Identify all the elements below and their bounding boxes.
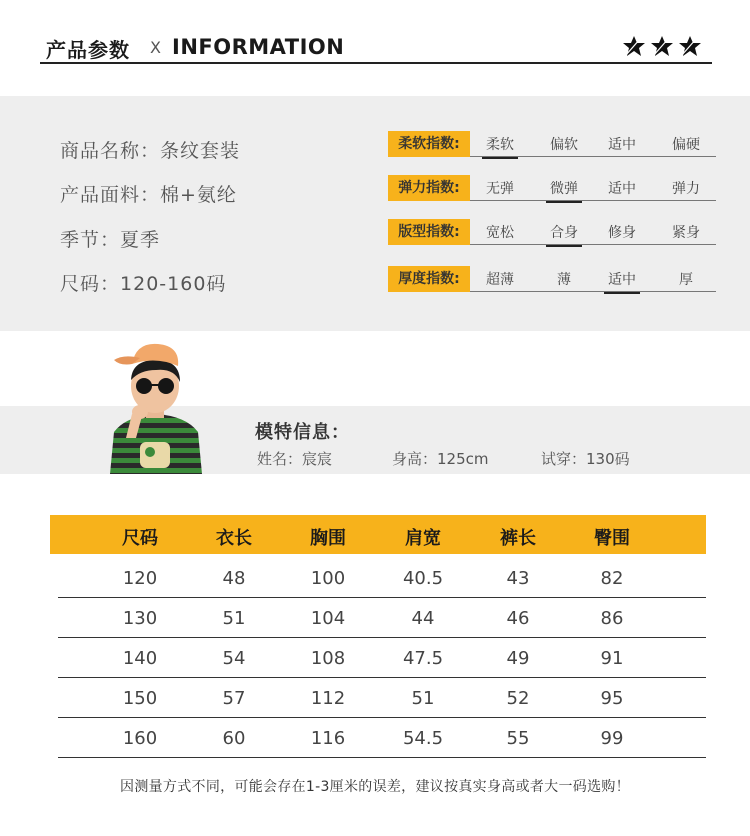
- model-trial-size: 试穿：130码: [541, 450, 630, 468]
- table-cell: 112: [310, 688, 346, 709]
- table-cell: 116: [310, 728, 346, 749]
- table-cell: 91: [600, 648, 624, 669]
- header-rule: [40, 62, 712, 64]
- product-value: 棉+氨纶: [160, 184, 237, 206]
- product-row-fabric: [60, 180, 237, 207]
- table-cell: 46: [506, 608, 530, 629]
- table-cell: 54: [222, 648, 246, 669]
- column-header: 衣长: [216, 528, 252, 549]
- table-cell: 130: [122, 608, 158, 629]
- product-row-size: [60, 269, 226, 296]
- model-height: 身高：125cm: [392, 450, 489, 468]
- scale-label: 版型指数:: [388, 219, 470, 245]
- table-cell: 160: [122, 728, 158, 749]
- table-row: [50, 718, 706, 758]
- table-cell: 99: [600, 728, 624, 749]
- header-title-cn: 产品参数: [46, 38, 130, 62]
- table-cell: 140: [122, 648, 158, 669]
- scale-option: 适中: [592, 269, 652, 289]
- table-row: [50, 638, 706, 678]
- product-row-name: [60, 136, 240, 163]
- product-label: 尺码：: [60, 273, 121, 295]
- table-cell: 57: [222, 688, 246, 709]
- scale-baseline: [470, 156, 716, 157]
- column-header: 尺码: [122, 528, 158, 549]
- table-row: [50, 678, 706, 718]
- table-cell: 47.5: [402, 648, 444, 669]
- scale-option: 紧身: [672, 225, 700, 241]
- table-cell: 95: [600, 688, 624, 709]
- table-cell: 55: [506, 728, 530, 749]
- scale-baseline: [470, 244, 716, 245]
- product-label: 产品面料：: [60, 184, 161, 206]
- column-header: 胸围: [310, 528, 346, 549]
- table-cell: 51: [411, 688, 435, 709]
- header-title-en: INFORMATION: [172, 35, 345, 59]
- table-cell: 40.5: [402, 568, 444, 589]
- table-cell: 44: [411, 608, 435, 629]
- table-cell: 48: [222, 568, 246, 589]
- table-row: [50, 598, 706, 638]
- column-header: 臀围: [594, 528, 630, 549]
- table-cell: 104: [310, 608, 346, 629]
- scale-option: 合身: [534, 222, 594, 242]
- table-cell: 60: [222, 728, 246, 749]
- scale-option: 薄: [557, 272, 571, 288]
- header-separator: X: [150, 38, 161, 57]
- table-cell: 100: [310, 568, 346, 589]
- table-cell: 54.5: [402, 728, 444, 749]
- table-cell: 52: [506, 688, 530, 709]
- table-cell: 51: [222, 608, 246, 629]
- scale-option: 无弹: [486, 181, 514, 197]
- scale-option: 偏硬: [672, 137, 700, 153]
- table-cell: 82: [600, 568, 624, 589]
- measurement-note: 因测量方式不同，可能会存在1-3厘米的误差，建议按真实身高或者大一码选购！: [120, 779, 630, 795]
- scale-label: 弹力指数:: [388, 175, 470, 201]
- scale-option: 超薄: [486, 272, 514, 288]
- product-label: 商品名称：: [60, 140, 161, 162]
- scale-option: 弹力: [672, 181, 700, 197]
- row-divider: [58, 757, 706, 758]
- fit-scale: [388, 219, 716, 245]
- table-cell: 49: [506, 648, 530, 669]
- elasticity-scale: [388, 175, 716, 201]
- size-table-header: [50, 515, 706, 554]
- scale-option: 厚: [679, 272, 693, 288]
- product-row-season: [60, 225, 160, 252]
- thickness-scale: [388, 266, 716, 292]
- scale-option: 宽松: [486, 225, 514, 241]
- table-cell: 86: [600, 608, 624, 629]
- scale-label: 柔软指数:: [388, 131, 470, 157]
- product-label: 季节：: [60, 229, 121, 251]
- table-cell: 108: [310, 648, 346, 669]
- table-row: [50, 558, 706, 598]
- table-cell: 120: [122, 568, 158, 589]
- scale-option: 适中: [608, 181, 636, 197]
- model-name: 姓名：宸宸: [257, 450, 333, 468]
- table-cell: 150: [122, 688, 158, 709]
- scale-option: 偏软: [550, 137, 578, 153]
- scale-label: 厚度指数:: [388, 266, 470, 292]
- column-header: 裤长: [500, 528, 536, 549]
- page-header: [0, 0, 750, 75]
- product-value: 夏季: [120, 229, 161, 251]
- product-value: 条纹套装: [160, 140, 241, 162]
- product-value: 120-160码: [120, 273, 227, 295]
- scale-option: 适中: [608, 137, 636, 153]
- three-star-brush-icon: [622, 35, 712, 59]
- scale-option: 修身: [608, 225, 636, 241]
- column-header: 肩宽: [405, 528, 441, 549]
- scale-option: 柔软: [470, 134, 530, 154]
- model-photo: [96, 338, 216, 474]
- table-cell: 43: [506, 568, 530, 589]
- model-title: 模特信息：: [255, 422, 350, 443]
- scale-baseline: [470, 200, 716, 201]
- scale-option: 微弹: [534, 178, 594, 198]
- scale-baseline: [470, 291, 716, 292]
- softness-scale: [388, 131, 716, 157]
